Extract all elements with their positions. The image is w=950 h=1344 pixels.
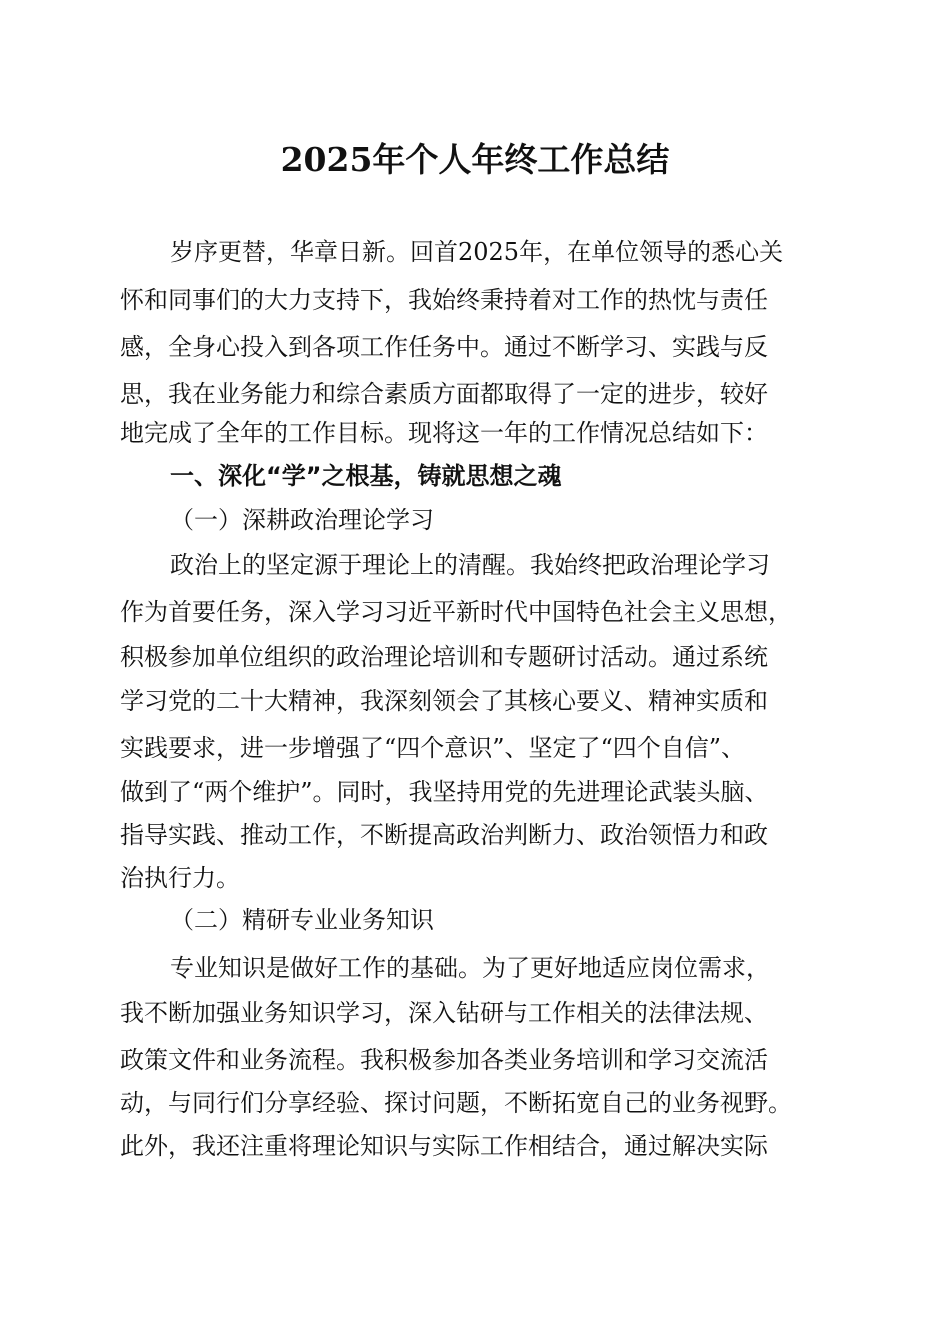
body-line: 作为首要任务，深入学习习近平新时代中国特色社会主义思想， xyxy=(120,598,792,626)
body-line: 政治上的坚定源于理论上的清醒。我始终把政治理论学习 xyxy=(170,551,770,579)
subsection-heading: （二）精研专业业务知识 xyxy=(170,906,434,934)
body-line: 做到了“两个维护”。同时，我坚持用党的先进理论武装头脑、 xyxy=(120,778,769,806)
body-line: 地完成了全年的工作目标。现将这一年的工作情况总结如下： xyxy=(120,419,768,447)
body-line: 积极参加单位组织的政治理论培训和专题研讨活动。通过系统 xyxy=(120,643,768,671)
document-title: 2025年个人年终工作总结 xyxy=(280,140,670,179)
body-line: 学习党的二十大精神，我深刻领会了其核心要义、精神实质和 xyxy=(120,687,768,715)
body-line: 动，与同行们分享经验、探讨问题，不断拓宽自己的业务视野。 xyxy=(120,1089,792,1117)
body-line: 此外，我还注重将理论知识与实际工作相结合，通过解决实际 xyxy=(120,1132,768,1160)
body-line: 治执行力。 xyxy=(120,864,240,892)
body-line: 专业知识是做好工作的基础。为了更好地适应岗位需求， xyxy=(170,954,770,982)
body-line: 实践要求，进一步增强了“四个意识”、坚定了“四个自信”、 xyxy=(120,734,746,762)
body-line: 思，我在业务能力和综合素质方面都取得了一定的进步，较好 xyxy=(120,380,768,408)
subsection-heading: （一）深耕政治理论学习 xyxy=(170,506,434,534)
body-line: 怀和同事们的大力支持下，我始终秉持着对工作的热忱与责任 xyxy=(120,286,768,314)
body-line: 我不断加强业务知识学习，深入钻研与工作相关的法律法规、 xyxy=(120,999,768,1027)
body-line: 指导实践、推动工作，不断提高政治判断力、政治领悟力和政 xyxy=(120,821,768,849)
body-line: 政策文件和业务流程。我积极参加各类业务培训和学习交流活 xyxy=(120,1046,768,1074)
body-line: 感，全身心投入到各项工作任务中。通过不断学习、实践与反 xyxy=(120,333,768,361)
section-heading: 一、深化“学”之根基，铸就思想之魂 xyxy=(170,462,562,490)
body-line: 岁序更替，华章日新。回首2025年，在单位领导的悉心关 xyxy=(170,238,784,266)
